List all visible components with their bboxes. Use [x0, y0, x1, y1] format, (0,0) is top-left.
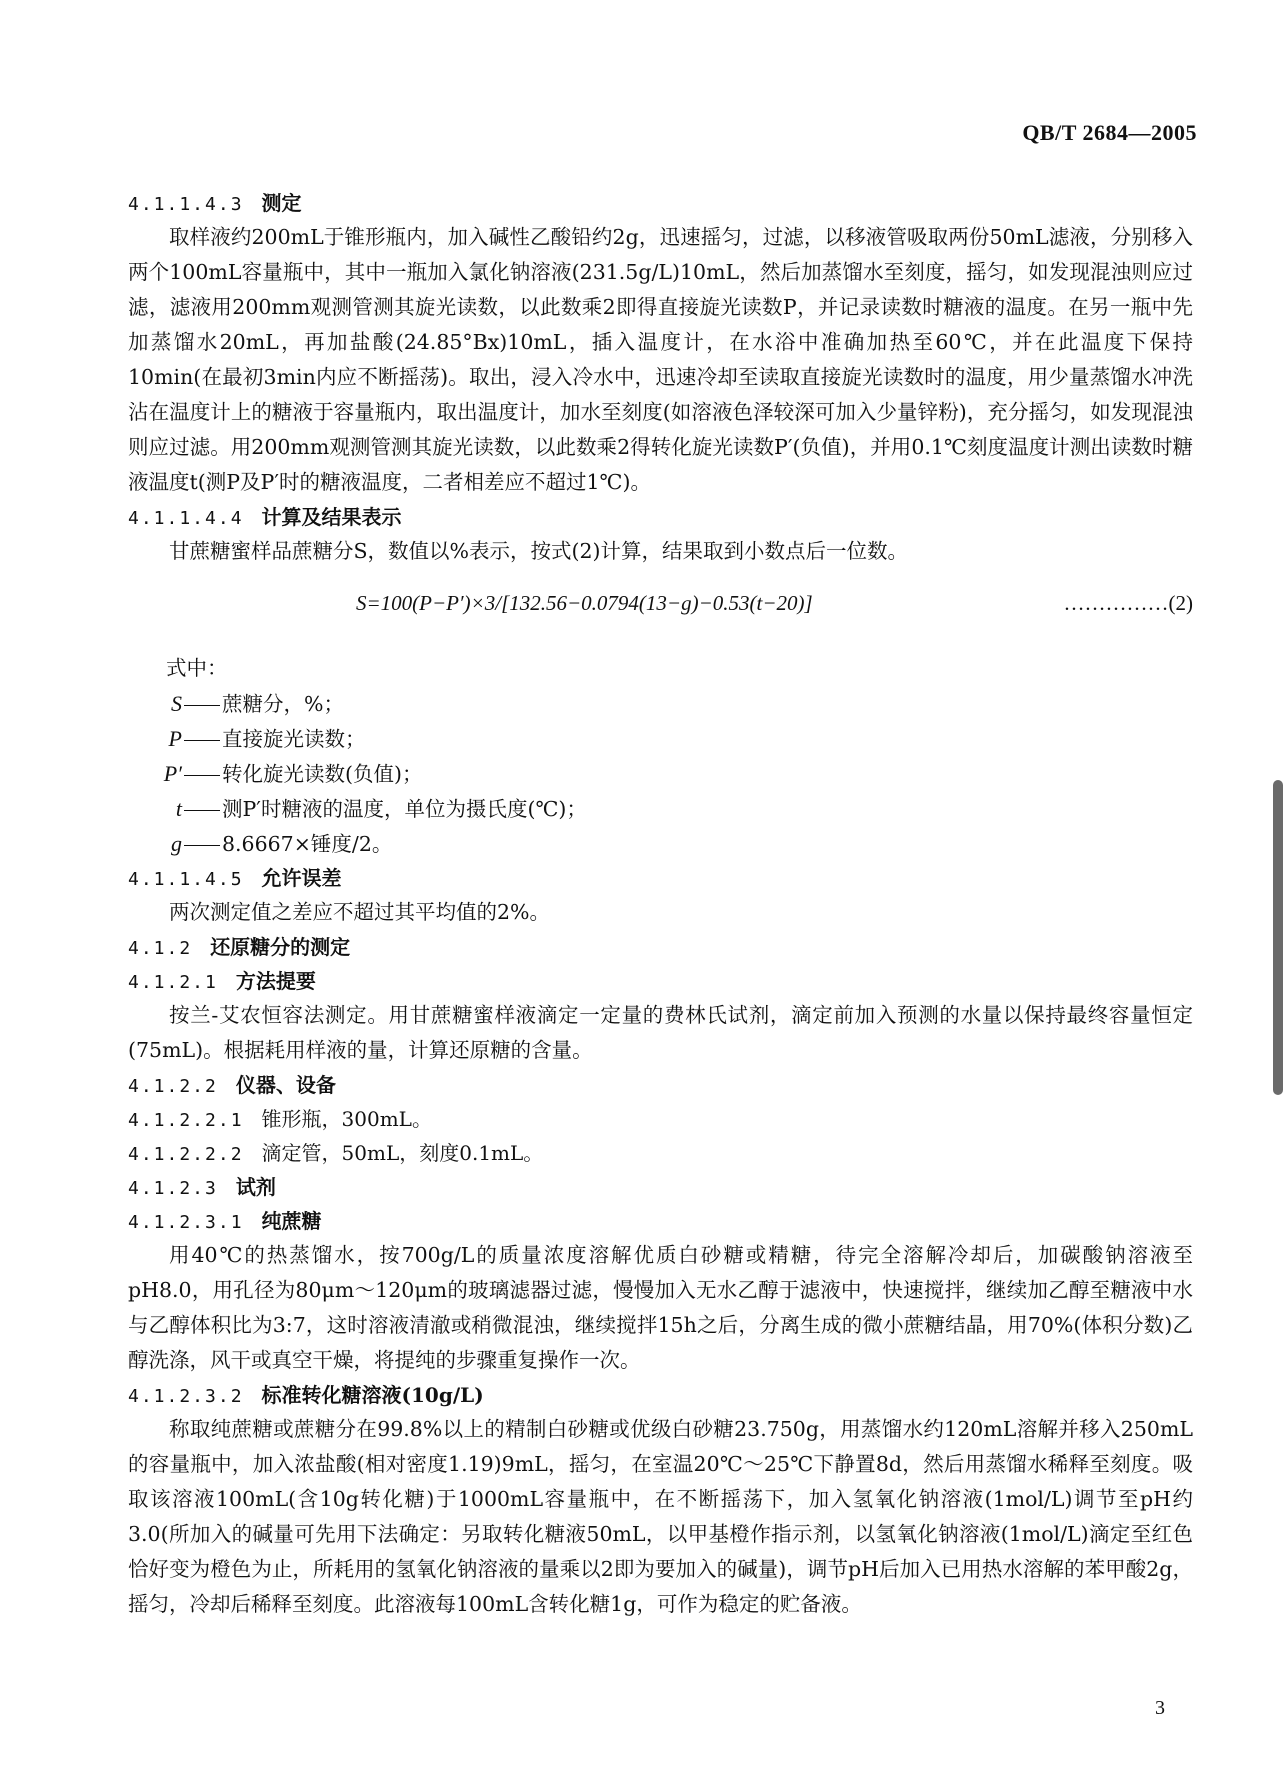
- standard-code: QB/T 2684—2005: [1022, 120, 1197, 145]
- section-number: 4.1.2.2: [128, 1076, 218, 1097]
- em-dash-rule: [184, 810, 220, 811]
- em-dash-rule: [184, 705, 220, 706]
- formula-expression: S=100(P−P′)×3/[132.56−0.0794(13−g)−0.53(t−20)]: [356, 591, 813, 615]
- section-number: 4.1.2.3.1: [128, 1212, 244, 1233]
- section-title: 纯蔗糖: [261, 1209, 322, 1233]
- variable-symbol: P′: [163, 761, 182, 786]
- section-heading: [128, 186, 1193, 220]
- variable-definition: [128, 826, 1193, 861]
- em-dash-rule: [184, 845, 220, 846]
- section-title: 允许误差: [261, 866, 342, 890]
- section-heading: [128, 1102, 1193, 1136]
- section-number: 4.1.2.3.2: [128, 1386, 244, 1407]
- variable-definition: [128, 686, 1193, 721]
- section-number: 4.1.2.3: [128, 1178, 218, 1199]
- section-number: 4.1.2.2.2: [128, 1144, 244, 1165]
- paragraph: 取样液约200mL于锥形瓶内，加入碱性乙酸铅约2g，迅速摇匀，过滤，以移液管吸取两份50mL滤液，分别移入两个100mL容量瓶中，其中一瓶加入氯化钠溶液(231.5g/L)10mL，然后加蒸馏水至刻度，摇匀，如发现混浊则应过滤，滤液用200mm观测管测其旋光读数，以此数乘2即得直接旋光读数P，并记录读数时糖液的温度。在另一瓶中先加蒸馏水20mL，再加盐酸(24.85°Bx)10mL，插入温度计，在水浴中准确加热至60℃，并在此温度下保持10min(在最初3min内应不断摇荡)。取出，浸入冷水中，迅速冷却至读取直接旋光读数时的温度，用少量蒸馏水冲洗沾在温度计上的糖液于容量瓶内，取出温度计，加水至刻度(如溶液色泽较深可加入少量锌粉)，充分摇匀，如发现混浊则应过滤。用200mm观测管测其旋光读数，以此数乘2得转化旋光读数P′(负值)，并用0.1℃刻度温度计测出读数时糖液温度t(测P及P′时的糖液温度，二者相差应不超过1℃)。: [128, 225, 1193, 494]
- variable-definition: [128, 721, 1193, 756]
- paragraph: 甘蔗糖蜜样品蔗糖分S，数值以%表示，按式(2)计算，结果取到小数点后一位数。: [169, 539, 909, 563]
- section-number: 4.1.2.2.1: [128, 1110, 244, 1131]
- variable-description: 测P′时糖液的温度，单位为摄氏度(℃)；: [222, 797, 587, 821]
- section-title: 还原糖分的测定: [210, 935, 351, 959]
- section-heading: [128, 1068, 1193, 1102]
- page-number: 3: [1155, 1697, 1165, 1719]
- section-heading: [128, 1170, 1193, 1204]
- paragraph: 用40℃的热蒸馏水，按700g/L的质量浓度溶解优质白砂糖或精糖，待完全溶解冷却后，加碳酸钠溶液至pH8.0，用孔径为80μm～120μm的玻璃滤器过滤，慢慢加入无水乙醇于滤液中，快速搅拌，继续加乙醇至糖液中水与乙醇体积比为3:7，这时溶液清澈或稍微混浊，继续搅拌15h之后，分离生成的微小蔗糖结晶，用70%(体积分数)乙醇洗涤，风干或真空干燥，将提纯的步骤重复操作一次。: [128, 1243, 1193, 1372]
- section-heading: [128, 930, 1193, 964]
- scrollbar-thumb[interactable]: [1273, 780, 1283, 1095]
- equation-number: ……………(2): [1063, 591, 1193, 615]
- variable-definition: [128, 756, 1193, 791]
- section-title: 方法提要: [235, 969, 316, 993]
- section-title: 锥形瓶，300mL。: [261, 1107, 432, 1131]
- paragraph: 称取纯蔗糖或蔗糖分在99.8%以上的精制白砂糖或优级白砂糖23.750g，用蒸馏水约120mL溶解并移入250mL的容量瓶中，加入浓盐酸(相对密度1.19)9mL，摇匀，在室温20℃～25℃下静置8d，然后用蒸馏水稀释至刻度。吸取该溶液100mL(含10g转化糖)于1000mL容量瓶中，在不断摇荡下，加入氢氧化钠溶液(1mol/L)调节至pH约3.0(所加入的碱量可先用下法确定：另取转化糖液50mL，以甲基橙作指示剂，以氢氧化钠溶液(1mol/L)滴定至红色恰好变为橙色为止，所耗用的氢氧化钠溶液的量乘以2即为要加入的碱量)，调节pH后加入已用热水溶解的苯甲酸2g，摇匀，冷却后稀释至刻度。此溶液每100mL含转化糖1g，可作为稳定的贮备液。: [128, 1417, 1193, 1616]
- variable-symbol: t: [175, 796, 182, 821]
- variable-symbol: S: [171, 691, 182, 716]
- section-number: 4.1.1.4.4: [128, 508, 244, 529]
- paragraph: 两次测定值之差应不超过其平均值的2%。: [169, 900, 551, 924]
- section-title: 测定: [261, 191, 302, 215]
- variable-description: 直接旋光读数；: [222, 727, 366, 751]
- variable-description: 8.6667×锤度/2。: [222, 832, 393, 856]
- section-number: 4.1.2.1: [128, 972, 218, 993]
- section-heading: [128, 1378, 1193, 1412]
- paragraph: 按兰-艾农恒容法测定。用甘蔗糖蜜样液滴定一定量的费林氏试剂，滴定前加入预测的水量以保持最终容量恒定(75mL)。根据耗用样液的量，计算还原糖的含量。: [128, 1003, 1193, 1062]
- variable-symbol: g: [171, 831, 182, 856]
- section-title: 仪器、设备: [235, 1073, 336, 1097]
- section-heading: [128, 1204, 1193, 1238]
- section-title: 计算及结果表示: [261, 505, 402, 529]
- section-heading: [128, 500, 1193, 534]
- section-heading: [128, 861, 1193, 895]
- where-label: 式中：: [166, 656, 228, 680]
- variable-definition: [128, 791, 1193, 826]
- section-number: 4.1.2: [128, 938, 193, 959]
- formula: [128, 573, 1193, 633]
- em-dash-rule: [184, 740, 220, 741]
- section-title: 试剂: [235, 1175, 276, 1199]
- variable-symbol: P: [168, 726, 182, 751]
- variable-description: 蔗糖分，%；: [222, 692, 344, 716]
- document-body: [128, 186, 1193, 1622]
- variable-description: 转化旋光读数(负值)；: [222, 762, 423, 786]
- section-number: 4.1.1.4.5: [128, 869, 244, 890]
- section-heading: [128, 1136, 1193, 1170]
- section-number: 4.1.1.4.3: [128, 194, 244, 215]
- em-dash-rule: [184, 775, 220, 776]
- section-heading: [128, 964, 1193, 998]
- section-title: 滴定管，50mL，刻度0.1mL。: [261, 1141, 544, 1165]
- section-title: 标准转化糖溶液(10g/L): [261, 1383, 484, 1407]
